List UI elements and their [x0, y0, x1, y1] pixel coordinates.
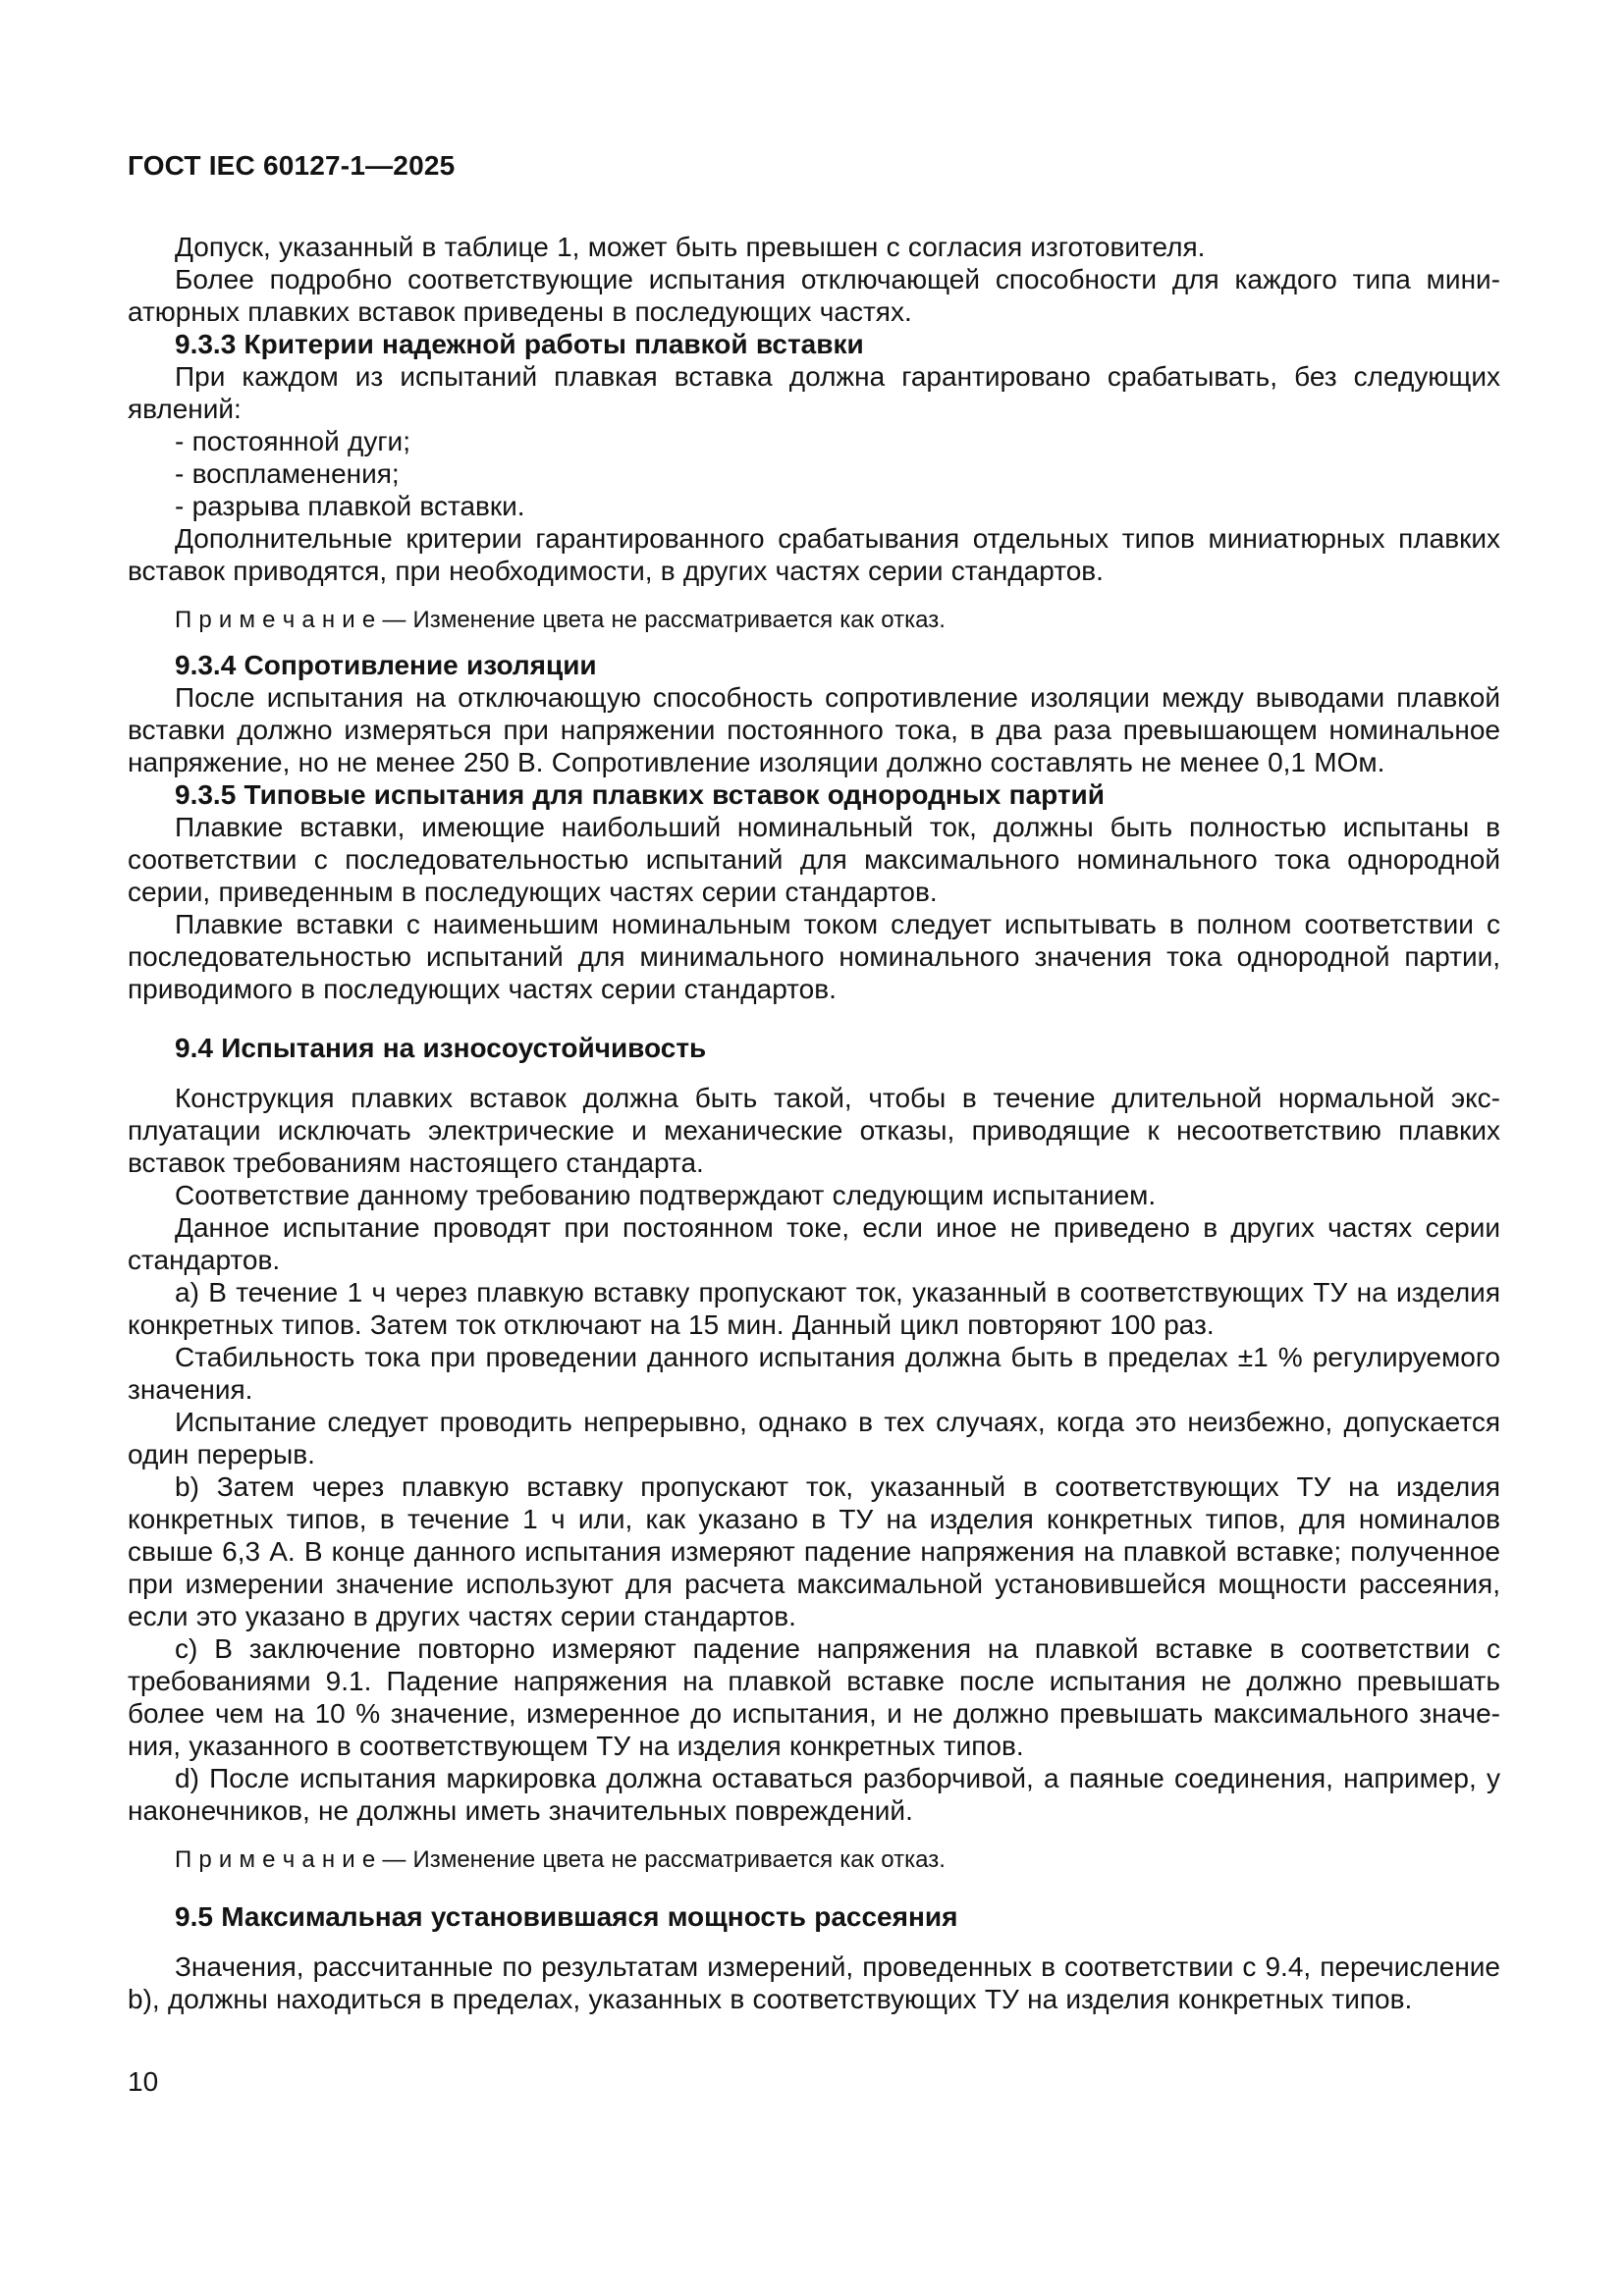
paragraph-item-a: a) В течение 1 ч через плавкую вставку пропускают ток, указанный в соответствующих ТУ на изделия конкретных типов. Затем ток отключают на 15 мин. Данный цикл повторяют 100 раз.: [128, 1277, 1500, 1340]
paragraph: Плавкие вставки, имеющие наибольший номинальный ток, должны быть полностью испытаны в соответствии с последовательностью испытаний для максимального номинального тока однородной серии, приведенным в последующих частях серии стандартов.: [128, 812, 1500, 907]
paragraph: Плавкие вставки с наименьшим номинальным током следует испытывать в полном соответствии с последовательностью испытаний для минимального номинального значения тока однородной партии, приводимого в последующих частях серии стандартов.: [128, 909, 1500, 1004]
document-number-header: ГОСТ IEC 60127-1—2025: [128, 150, 456, 181]
section-heading-9-3-5: 9.3.5 Типовые испытания для плавких вставок однородных партий: [175, 779, 1105, 810]
page-number: 10: [128, 2066, 159, 2097]
note: П р и м е ч а н и е — Изменение цвета не рассматривается как отказ.: [175, 607, 946, 633]
section-heading-9-5: 9.5 Максимальная установившаяся мощность рассеяния: [175, 1901, 958, 1932]
paragraph-item-b: b) Затем через плавкую вставку пропускают ток, указанный в соответствующих ТУ на изделия конкретных типов, в течение 1 ч или, как указано в ТУ на изделия конкретных типов, для номиналов свыше 6,3 А. В конце данного испытания измеряют падение напряжения на плавкой вставке; полученное при измерении значение используют для расчета максимальной установившейся мощности рассеяния, если это указано в других частях серии стандартов.: [128, 1471, 1500, 1631]
section-heading-9-3-4: 9.3.4 Сопротивление изоляции: [175, 650, 597, 680]
paragraph: Значения, рассчитанные по результатам измерений, проведенных в соответствии с 9.4, перечисление b), должны находиться в пределах, указанных в соответствующих ТУ на изделия конкретных типов.: [128, 1951, 1500, 2014]
paragraph-item-d: d) После испытания маркировка должна оставаться разборчивой, а паяные соединения, например, у наконечников, не должны иметь значительных повреждений.: [128, 1763, 1500, 1826]
paragraph: Данное испытание проводят при постоянном токе, если иное не приведено в других частях серии стандартов.: [128, 1212, 1500, 1275]
paragraph: Конструкция плавких вставок должна быть такой, чтобы в течение длительной нормальной эксплуатации исключать электрические и механические отказы, приводящие к несоответствию плавких вставок требованиям настоящего стандарта.: [128, 1083, 1500, 1178]
list-item: - постоянной дуги;: [175, 426, 410, 456]
paragraph: Более подробно соответствующие испытания отключающей способности для каждого типа миниатюрных плавких вставок приведены в последующих частях.: [128, 264, 1500, 327]
paragraph: Соответствие данному требованию подтверждают следующим испытанием.: [175, 1180, 1157, 1210]
paragraph: После испытания на отключающую способность сопротивление изоляции между выводами плавкой вставки должно измеряться при напряжении постоянного тока, в два раза превышающем номинальное напряжение, но не менее 250 В. Сопротивление изоляции должно составлять не менее 0,1 МОм.: [128, 682, 1500, 777]
note: П р и м е ч а н и е — Изменение цвета не рассматривается как отказ.: [175, 1846, 946, 1873]
document-body: [128, 149, 1500, 2015]
paragraph: При каждом из испытаний плавкая вставка должна гарантировано срабатывать, без следующих явлений:: [128, 361, 1500, 424]
list-item: - разрыва плавкой вставки.: [175, 491, 525, 521]
section-heading-9-4: 9.4 Испытания на износоустойчивость: [175, 1033, 707, 1063]
paragraph: Испытание следует проводить непрерывно, однако в тех случаях, когда это неизбежно, допускается один перерыв.: [128, 1407, 1500, 1469]
paragraph: Стабильность тока при проведении данного испытания должна быть в пределах ±1 % регулируемого значения.: [128, 1342, 1500, 1405]
paragraph-item-c: c) В заключение повторно измеряют падение напряжения на плавкой вставке в соответствии с требованиями 9.1. Падение напряжения на плавкой вставке после испытания не должно превышать более чем на 10 % значение, измеренное до испытания, и не должно превышать максимального значения, указанного в соответствующем ТУ на изделия конкретных типов.: [128, 1633, 1500, 1761]
section-heading-9-3-3: 9.3.3 Критерии надежной работы плавкой вставки: [175, 329, 864, 359]
paragraph: Дополнительные критерии гарантированного срабатывания отдельных типов миниатюрных плавких вставок приводятся, при необходимости, в других частях серии стандартов.: [128, 523, 1500, 586]
paragraph: Допуск, указанный в таблице 1, может быть превышен с согласия изготовителя.: [175, 232, 1206, 262]
list-item: - воспламенения;: [175, 458, 400, 489]
